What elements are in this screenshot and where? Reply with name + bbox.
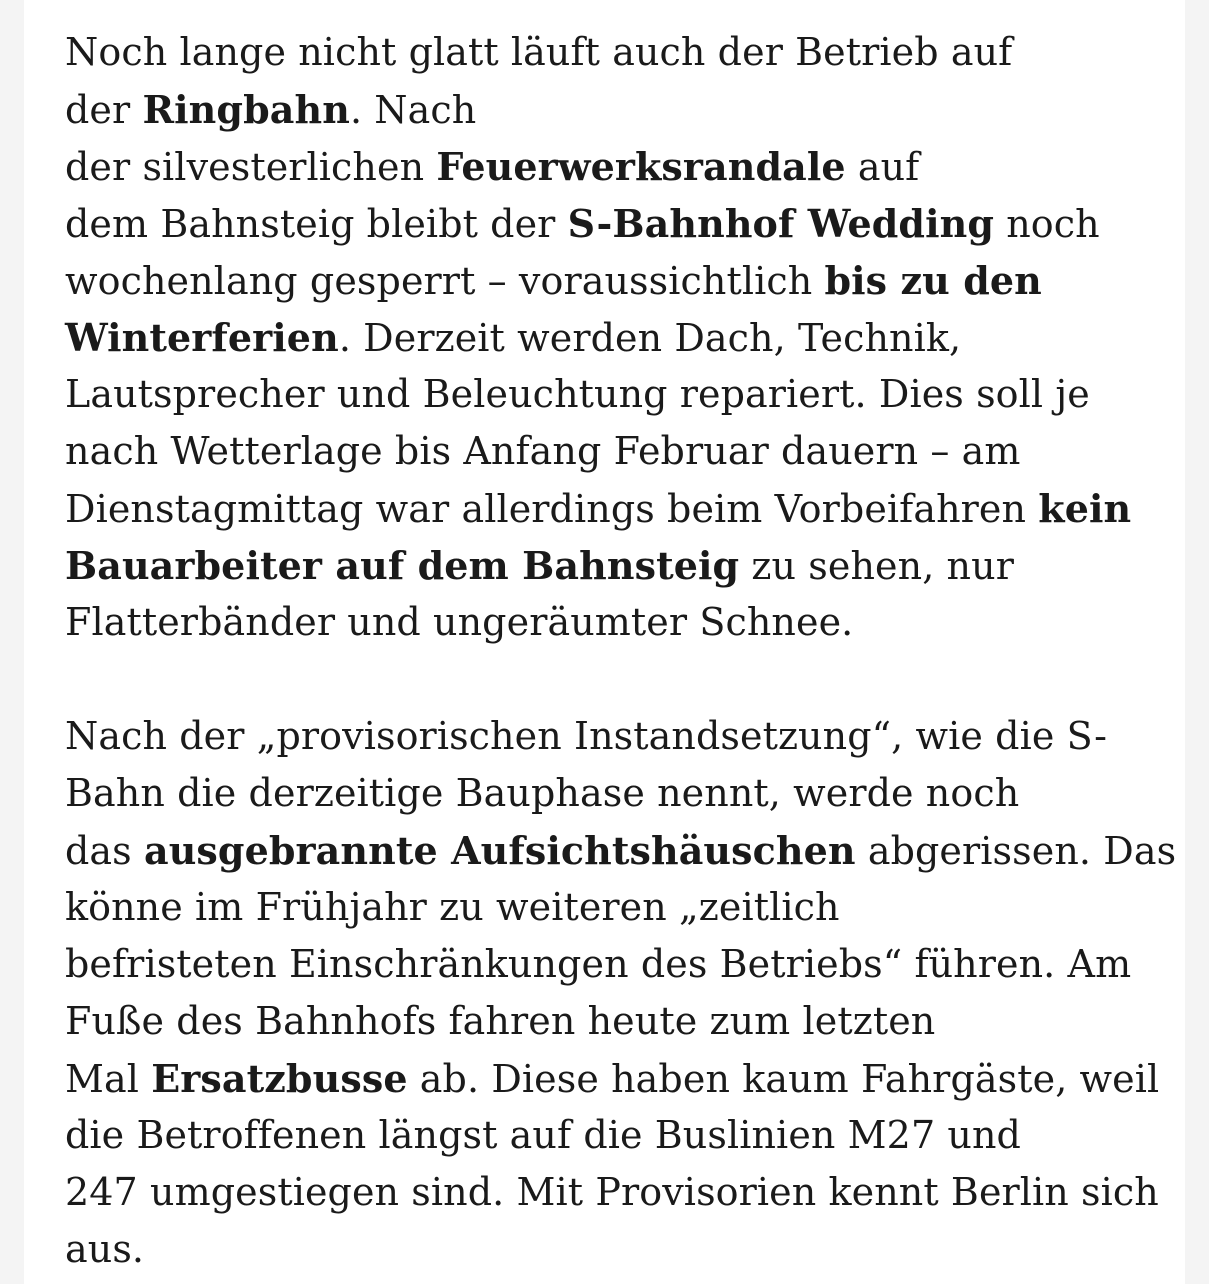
text-line: [65, 765, 1175, 822]
text-segment: . Derzeit werden Dach, Technik,: [338, 316, 962, 360]
text-segment: noch: [994, 202, 1100, 246]
text-line: [65, 195, 1175, 252]
text-segment: der silvesterlichen: [65, 145, 437, 189]
bold-text: Bauarbeiter auf dem Bahnsteig: [65, 543, 740, 588]
bold-text: S-Bahnhof Wedding: [567, 201, 995, 246]
text-line: [65, 879, 1175, 936]
bold-text: ausgebrannte Aufsichtshäuschen: [143, 828, 856, 873]
article-body: [65, 24, 1175, 1278]
bold-text: Ersatzbusse: [151, 1056, 408, 1101]
text-segment: Mal: [65, 1057, 152, 1101]
text-segment: Fuße des Bahnhofs fahren heute zum letzten: [65, 999, 936, 1043]
text-segment: 247 umgestiegen sind. Mit Provisorien kennt Berlin sich: [65, 1170, 1159, 1214]
text-segment: ab. Diese haben kaum Fahrgäste, weil: [407, 1057, 1160, 1101]
text-line: [65, 81, 1175, 138]
text-segment: nach Wetterlage bis Anfang Februar dauern – am: [65, 429, 1021, 473]
text-segment: aus.: [65, 1227, 145, 1271]
text-line: [65, 822, 1175, 879]
text-segment: Bahn die derzeitige Bauphase nennt, werde noch: [65, 771, 1020, 815]
text-segment: das: [65, 829, 144, 873]
text-segment: die Betroffenen längst auf die Buslinien M27 und: [65, 1113, 1021, 1157]
paragraph-spacer: [65, 651, 1175, 708]
bold-text: Winterferien: [65, 315, 339, 360]
text-segment: Nach der „provisorischen Instandsetzung“, wie die S-: [65, 714, 1108, 758]
text-segment: dem Bahnsteig bleibt der: [65, 202, 568, 246]
text-line: [65, 993, 1175, 1050]
text-line: [65, 138, 1175, 195]
text-segment: der: [65, 88, 143, 132]
text-segment: auf: [845, 145, 920, 189]
text-segment: . Nach: [349, 88, 477, 132]
text-line: [65, 366, 1175, 423]
text-line: [65, 423, 1175, 480]
text-segment: wochenlang gesperrt – voraussichtlich: [65, 259, 825, 303]
bold-text: Ringbahn: [142, 87, 350, 132]
text-line: [65, 252, 1175, 309]
text-segment: befristeten Einschränkungen des Betriebs“ führen. Am: [65, 942, 1132, 986]
text-segment: Noch lange nicht glatt läuft auch der Betrieb auf: [65, 30, 1013, 74]
text-line: [65, 1164, 1175, 1221]
text-line: [65, 708, 1175, 765]
article-page: [24, 0, 1185, 1284]
paragraph-ringbahn: [65, 24, 1175, 651]
text-segment: Flatterbänder und ungeräumter Schnee.: [65, 600, 854, 644]
text-line: [65, 480, 1175, 537]
text-line: [65, 309, 1175, 366]
text-segment: zu sehen, nur: [739, 544, 1014, 588]
text-line: [65, 1107, 1175, 1164]
text-line: [65, 936, 1175, 993]
text-line: [65, 1221, 1175, 1278]
text-line: [65, 594, 1175, 651]
text-segment: Lautsprecher und Beleuchtung repariert. Dies soll je: [65, 372, 1090, 416]
text-segment: könne im Frühjahr zu weiteren „zeitlich: [65, 885, 840, 929]
text-segment: Dienstagmittag war allerdings beim Vorbeifahren: [65, 487, 1039, 531]
bold-text: kein: [1038, 486, 1132, 531]
text-line: [65, 1050, 1175, 1107]
bold-text: Feuerwerksrandale: [436, 144, 846, 189]
bold-text: bis zu den: [824, 258, 1042, 303]
text-segment: abgerissen. Das: [855, 829, 1177, 873]
paragraph-instandsetzung: [65, 708, 1175, 1278]
text-line: [65, 24, 1175, 81]
text-line: [65, 537, 1175, 594]
